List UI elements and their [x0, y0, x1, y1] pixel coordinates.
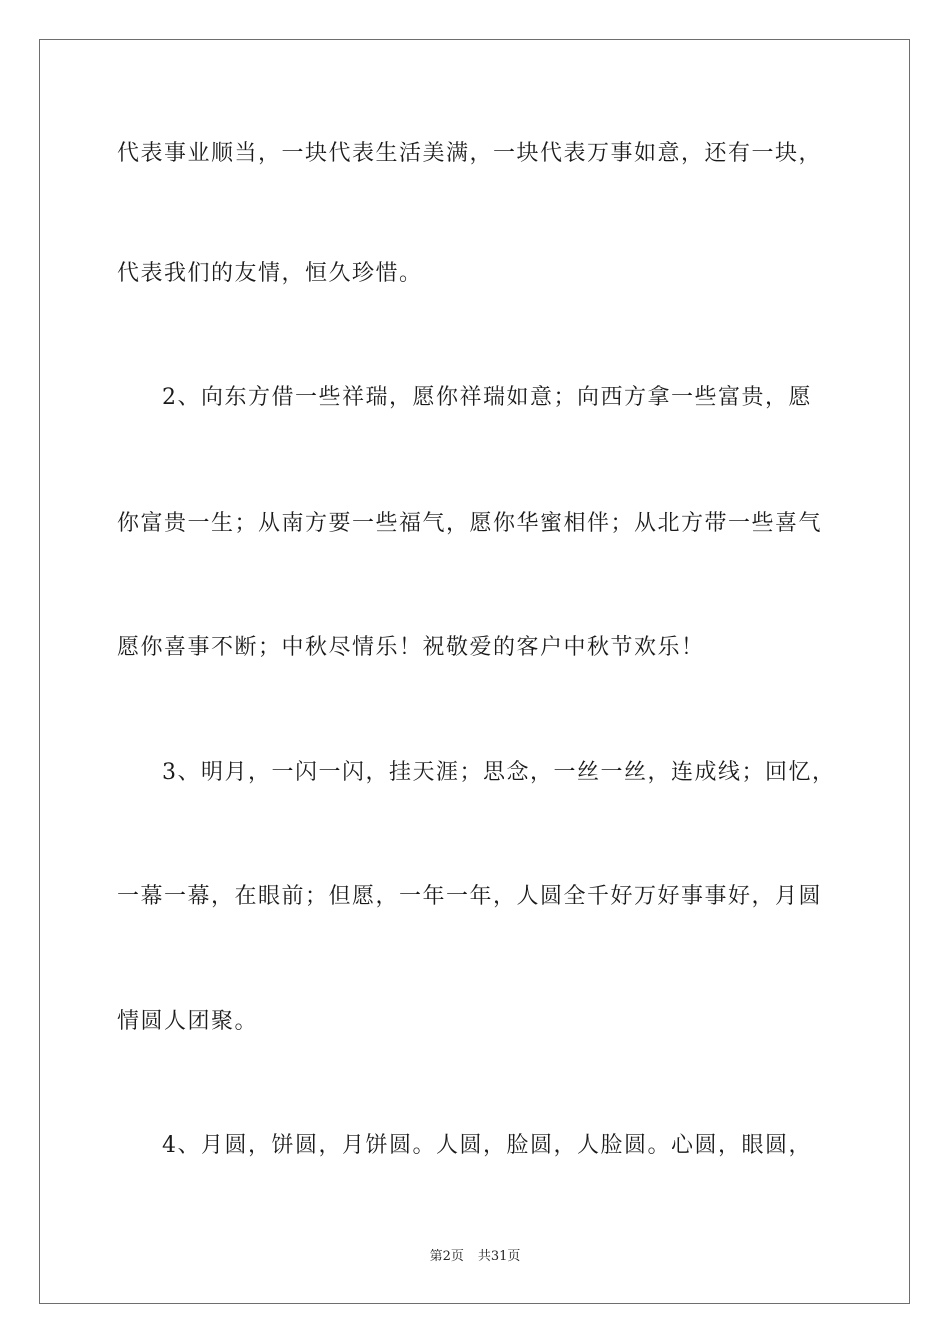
page-border: [39, 39, 910, 1304]
page-footer: [0, 1248, 950, 1266]
text-line-6: 3、明月，一闪一闪，挂天涯；思念，一丝一丝，连成线；回忆，: [162, 760, 836, 785]
text-line-3: 2、向东方借一些祥瑞，愿你祥瑞如意；向西方拿一些富贵，愿: [162, 385, 812, 410]
text-line-2: 代表我们的友情，恒久珍惜。: [117, 261, 423, 286]
text-line-9: 4、月圆，饼圆，月饼圆。人圆，脸圆，人脸圆。心圆，眼圆，: [162, 1133, 812, 1158]
page-number: 第2页: [429, 1249, 464, 1264]
text-line-7: 一幕一幕，在眼前；但愿，一年一年，人圆全千好万好事事好，月圆: [117, 884, 823, 909]
page-total: 共31页: [477, 1249, 521, 1264]
text-line-1: 代表事业顺当，一块代表生活美满，一块代表万事如意，还有一块，: [117, 141, 823, 166]
text-line-8: 情圆人团聚。: [117, 1009, 259, 1034]
text-line-4: 你富贵一生；从南方要一些福气，愿你华蜜相伴；从北方带一些喜气: [117, 511, 823, 536]
text-line-5: 愿你喜事不断；中秋尽情乐！祝敬爱的客户中秋节欢乐！: [117, 635, 705, 660]
